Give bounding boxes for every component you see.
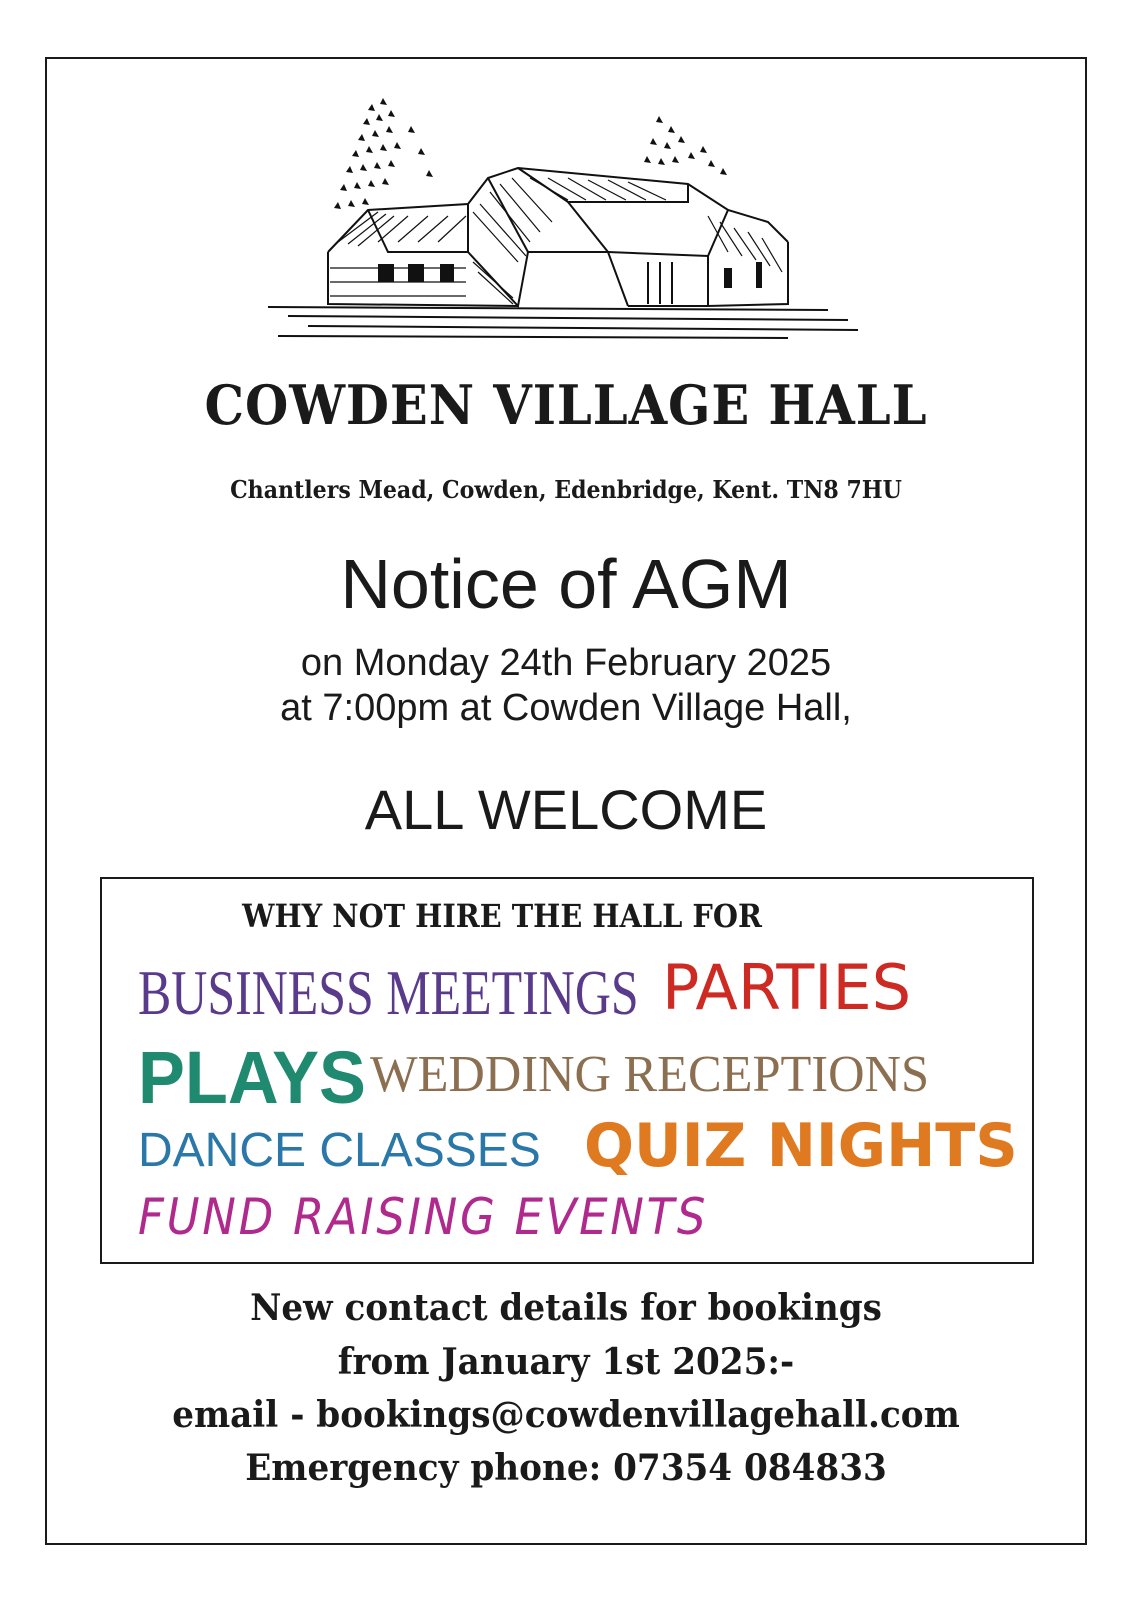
agm-date: on Monday 24th February 2025 xyxy=(300,642,832,684)
hire-item-wedding-receptions: WEDDING RECEPTIONS xyxy=(370,1046,930,1103)
contact-email: email - bookings@cowdenvillagehall.com xyxy=(172,1394,960,1436)
contact-line-heading: New contact details for bookings xyxy=(250,1287,882,1329)
contact-phone: Emergency phone: 07354 084833 xyxy=(245,1447,887,1489)
agm-venue: at 7:00pm at Cowden Village Hall, xyxy=(280,687,852,729)
hire-item-plays: PLAYS xyxy=(138,1036,366,1119)
agm-notice-heading: Notice of AGM xyxy=(340,545,792,623)
hire-the-hall-box xyxy=(100,877,1034,1264)
hire-item-fund-raising-events: FUND RAISING EVENTS xyxy=(138,1188,709,1246)
hall-address: Chantlers Mead, Cowden, Edenbridge, Kent. TN8 7HU xyxy=(230,475,902,504)
hire-item-quiz-nights: QUIZ NIGHTS xyxy=(584,1111,1018,1181)
hire-heading: WHY NOT HIRE THE HALL FOR xyxy=(242,897,762,935)
all-welcome-text: ALL WELCOME xyxy=(364,778,768,841)
page-title: COWDEN VILLAGE HALL xyxy=(204,373,928,437)
hire-item-business-meetings: BUSINESS MEETINGS xyxy=(138,957,639,1028)
hire-item-parties: PARTIES xyxy=(662,951,912,1024)
village-hall-sketch-icon xyxy=(268,92,868,364)
contact-line-date: from January 1st 2025:- xyxy=(337,1341,795,1383)
hire-item-dance-classes: DANCE CLASSES xyxy=(138,1124,541,1177)
